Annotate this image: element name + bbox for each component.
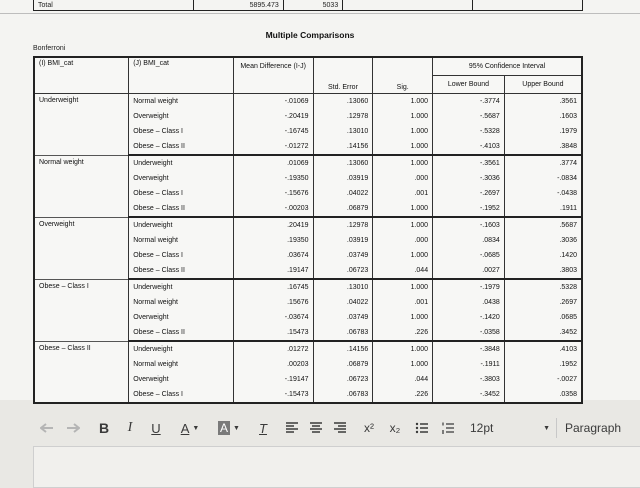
comparison-category: Overweight xyxy=(129,109,234,124)
upper-bound-cell: .5328 xyxy=(504,279,582,295)
bold-button[interactable]: B xyxy=(98,420,110,436)
std-error-cell: .06879 xyxy=(313,201,373,217)
numbered-list-button[interactable] xyxy=(438,418,458,438)
mean-difference-cell: -.16745 xyxy=(233,124,313,139)
row-group-label: Obese – Class I xyxy=(34,279,129,341)
table-row xyxy=(34,94,582,110)
table-row xyxy=(34,279,582,295)
lower-bound-cell: -.3036 xyxy=(433,171,505,186)
std-error-cell: .14156 xyxy=(313,139,373,155)
mean-difference-cell: -.01069 xyxy=(233,94,313,110)
upper-bound-cell: -.0438 xyxy=(504,186,582,201)
std-error-cell: .04022 xyxy=(313,186,373,201)
sig-cell: 1.000 xyxy=(373,248,433,263)
upper-bound-cell: .1603 xyxy=(504,109,582,124)
redo-button[interactable] xyxy=(62,418,84,438)
row-group-label: Normal weight xyxy=(34,155,129,217)
upper-bound-cell: .3848 xyxy=(504,139,582,155)
sig-cell: .226 xyxy=(373,325,433,341)
lower-bound-cell: -.1979 xyxy=(433,279,505,295)
mean-difference-cell: .19147 xyxy=(233,263,313,279)
upper-bound-cell: .4103 xyxy=(504,341,582,357)
chevron-down-icon: ▼ xyxy=(543,424,550,432)
sig-cell: 1.000 xyxy=(373,94,433,110)
comparison-category: Obese – Class I xyxy=(129,248,234,263)
sig-cell: 1.000 xyxy=(373,310,433,325)
mean-difference-cell: .00203 xyxy=(233,357,313,372)
align-center-icon xyxy=(309,422,323,434)
std-error-cell: .03749 xyxy=(313,310,373,325)
superscript-button[interactable]: x² xyxy=(364,421,374,435)
lower-bound-cell: -.3561 xyxy=(433,155,505,171)
sig-cell: 1.000 xyxy=(373,139,433,155)
paragraph-style-select[interactable] xyxy=(556,418,640,438)
table-row xyxy=(34,155,582,171)
mean-difference-cell: -.19147 xyxy=(233,372,313,387)
sig-cell: .226 xyxy=(373,387,433,403)
align-left-button[interactable] xyxy=(282,418,302,438)
mean-difference-cell: -.15676 xyxy=(233,186,313,201)
row-group-label: Obese – Class II xyxy=(34,341,129,403)
upper-bound-cell: .3036 xyxy=(504,233,582,248)
header-std-error: Std. Error xyxy=(313,57,373,94)
upper-bound-cell: .5687 xyxy=(504,217,582,233)
comparison-category: Overweight xyxy=(129,171,234,186)
row-group-label: Overweight xyxy=(34,217,129,279)
font-size-select[interactable] xyxy=(470,418,550,438)
total-empty-cell xyxy=(473,0,583,11)
std-error-cell: .13010 xyxy=(313,279,373,295)
highlight-color-button[interactable] xyxy=(212,418,246,438)
mean-difference-cell: .15676 xyxy=(233,295,313,310)
comparison-category: Overweight xyxy=(129,310,234,325)
sig-cell: .000 xyxy=(373,171,433,186)
upper-bound-cell: .1420 xyxy=(504,248,582,263)
total-empty-cell xyxy=(343,0,473,11)
comparison-category: Overweight xyxy=(129,372,234,387)
comparison-category: Obese – Class II xyxy=(129,201,234,217)
mean-difference-cell: .01069 xyxy=(233,155,313,171)
comparison-category: Normal weight xyxy=(129,94,234,110)
multiple-comparisons-table xyxy=(33,56,583,404)
mean-difference-cell: -.00203 xyxy=(233,201,313,217)
upper-bound-cell: .3774 xyxy=(504,155,582,171)
editor-toolbar xyxy=(0,410,640,446)
lower-bound-cell: -.0685 xyxy=(433,248,505,263)
bullet-list-button[interactable] xyxy=(412,418,432,438)
lower-bound-cell: .0027 xyxy=(433,263,505,279)
upper-bound-cell: -.0027 xyxy=(504,372,582,387)
lower-bound-cell: -.1952 xyxy=(433,201,505,217)
std-error-cell: .06723 xyxy=(313,372,373,387)
std-error-cell: .04022 xyxy=(313,295,373,310)
mean-difference-cell: .20419 xyxy=(233,217,313,233)
comparison-category: Obese – Class I xyxy=(129,387,234,403)
total-value-2: 5033 xyxy=(283,0,342,11)
comparison-category: Normal weight xyxy=(129,357,234,372)
redo-arrow-icon xyxy=(66,423,80,433)
header-j-bmi-cat: (J) BMI_cat xyxy=(129,57,234,94)
lower-bound-cell: -.3803 xyxy=(433,372,505,387)
std-error-cell: .13010 xyxy=(313,124,373,139)
lower-bound-cell: -.3452 xyxy=(433,387,505,403)
italic-button[interactable]: I xyxy=(127,420,133,435)
mean-difference-cell: .01272 xyxy=(233,341,313,357)
table-title: Multiple Comparisons xyxy=(265,30,355,40)
table-body xyxy=(34,94,582,404)
comparison-category: Normal weight xyxy=(129,233,234,248)
align-right-button[interactable] xyxy=(330,418,350,438)
sig-cell: 1.000 xyxy=(373,155,433,171)
std-error-cell: .12978 xyxy=(313,109,373,124)
sig-cell: .044 xyxy=(373,263,433,279)
undo-arrow-icon xyxy=(40,423,54,433)
lower-bound-cell: -.3848 xyxy=(433,341,505,357)
header-confidence-interval: 95% Confidence Interval xyxy=(433,57,582,76)
mean-difference-cell: .16745 xyxy=(233,279,313,295)
lower-bound-cell: -.0358 xyxy=(433,325,505,341)
sig-cell: 1.000 xyxy=(373,341,433,357)
std-error-cell: .06783 xyxy=(313,325,373,341)
total-label: Total xyxy=(34,0,194,11)
upper-bound-cell: .1911 xyxy=(504,201,582,217)
sig-cell: .001 xyxy=(373,186,433,201)
std-error-cell: .13060 xyxy=(313,94,373,110)
sig-cell: .000 xyxy=(373,233,433,248)
lower-bound-cell: .0438 xyxy=(433,295,505,310)
sig-cell: 1.000 xyxy=(373,124,433,139)
total-value-1: 5895.473 xyxy=(194,0,284,11)
upper-bound-cell: .2697 xyxy=(504,295,582,310)
comparison-category: Obese – Class II xyxy=(129,325,234,341)
mean-difference-cell: -.15473 xyxy=(233,387,313,403)
table-row xyxy=(34,341,582,357)
header-lower-bound: Lower Bound xyxy=(433,76,505,94)
sig-cell: 1.000 xyxy=(373,217,433,233)
lower-bound-cell: -.4103 xyxy=(433,139,505,155)
std-error-cell: .06879 xyxy=(313,357,373,372)
align-center-button[interactable] xyxy=(306,418,326,438)
comparison-category: Underweight xyxy=(129,341,234,357)
lower-bound-cell: -.1603 xyxy=(433,217,505,233)
mean-difference-cell: -.03674 xyxy=(233,310,313,325)
lower-bound-cell: -.2697 xyxy=(433,186,505,201)
std-error-cell: .06723 xyxy=(313,263,373,279)
std-error-cell: .03919 xyxy=(313,171,373,186)
divider xyxy=(0,13,640,14)
align-left-icon xyxy=(285,422,299,434)
sig-cell: 1.000 xyxy=(373,357,433,372)
std-error-cell: .03749 xyxy=(313,248,373,263)
bullet-list-icon xyxy=(415,422,429,434)
comparison-category: Obese – Class I xyxy=(129,186,234,201)
font-color-button[interactable] xyxy=(174,418,206,438)
sig-cell: 1.000 xyxy=(373,201,433,217)
mean-difference-cell: .15473 xyxy=(233,325,313,341)
upper-bound-cell: .3452 xyxy=(504,325,582,341)
comparison-category: Obese – Class I xyxy=(129,124,234,139)
header-i-bmi-cat: (I) BMI_cat xyxy=(34,57,129,94)
upper-bound-cell: .0685 xyxy=(504,310,582,325)
chevron-down-icon: ▼ xyxy=(233,424,240,432)
paragraph-style-value: Paragraph xyxy=(565,421,622,435)
align-right-icon xyxy=(333,422,347,434)
upper-bound-cell: -.0834 xyxy=(504,171,582,186)
upper-bound-cell: .3803 xyxy=(504,263,582,279)
lower-bound-cell: -.1420 xyxy=(433,310,505,325)
sig-cell: 1.000 xyxy=(373,109,433,124)
std-error-cell: .14156 xyxy=(313,341,373,357)
std-error-cell: .13060 xyxy=(313,155,373,171)
upper-bound-cell: .1979 xyxy=(504,124,582,139)
comparison-category: Underweight xyxy=(129,279,234,295)
numbered-list-icon xyxy=(441,422,455,434)
comparison-category: Underweight xyxy=(129,217,234,233)
text-editor-area[interactable] xyxy=(33,446,640,488)
std-error-cell: .12978 xyxy=(313,217,373,233)
upper-bound-cell: .3561 xyxy=(504,94,582,110)
lower-bound-cell: -.5687 xyxy=(433,109,505,124)
upper-bound-cell: .0358 xyxy=(504,387,582,403)
subscript-button[interactable]: x₂ xyxy=(389,421,401,435)
row-group-label: Underweight xyxy=(34,94,129,156)
comparison-category: Obese – Class II xyxy=(129,263,234,279)
sig-cell: .001 xyxy=(373,295,433,310)
font-color-icon: A xyxy=(180,420,190,436)
mean-difference-cell: -.19350 xyxy=(233,171,313,186)
mean-difference-cell: -.20419 xyxy=(233,109,313,124)
upper-bound-cell: .1952 xyxy=(504,357,582,372)
lower-bound-cell: -.1911 xyxy=(433,357,505,372)
mean-difference-cell: .19350 xyxy=(233,233,313,248)
previous-table-total-row xyxy=(33,0,583,11)
header-upper-bound: Upper Bound xyxy=(504,76,582,94)
font-size-value: 12pt xyxy=(470,421,494,435)
highlight-icon: A xyxy=(220,421,229,435)
table-row xyxy=(34,217,582,233)
mean-difference-cell: .03674 xyxy=(233,248,313,263)
std-error-cell: .03919 xyxy=(313,233,373,248)
mean-difference-cell: -.01272 xyxy=(233,139,313,155)
lower-bound-cell: -.5328 xyxy=(433,124,505,139)
std-error-cell: .06783 xyxy=(313,387,373,403)
comparison-category: Normal weight xyxy=(129,295,234,310)
lower-bound-cell: -.3774 xyxy=(433,94,505,110)
undo-button[interactable] xyxy=(36,418,58,438)
table-subtitle: Bonferroni xyxy=(33,45,66,52)
sig-cell: 1.000 xyxy=(373,279,433,295)
sig-cell: .044 xyxy=(373,372,433,387)
chevron-down-icon: ▼ xyxy=(192,424,200,432)
comparison-category: Underweight xyxy=(129,155,234,171)
lower-bound-cell: .0834 xyxy=(433,233,505,248)
header-mean-difference: Mean Difference (I-J) xyxy=(233,57,313,94)
header-sig: Sig. xyxy=(373,57,433,94)
underline-button[interactable]: U xyxy=(151,420,161,436)
comparison-category: Obese – Class II xyxy=(129,139,234,155)
clear-formatting-button[interactable]: T xyxy=(259,420,267,436)
